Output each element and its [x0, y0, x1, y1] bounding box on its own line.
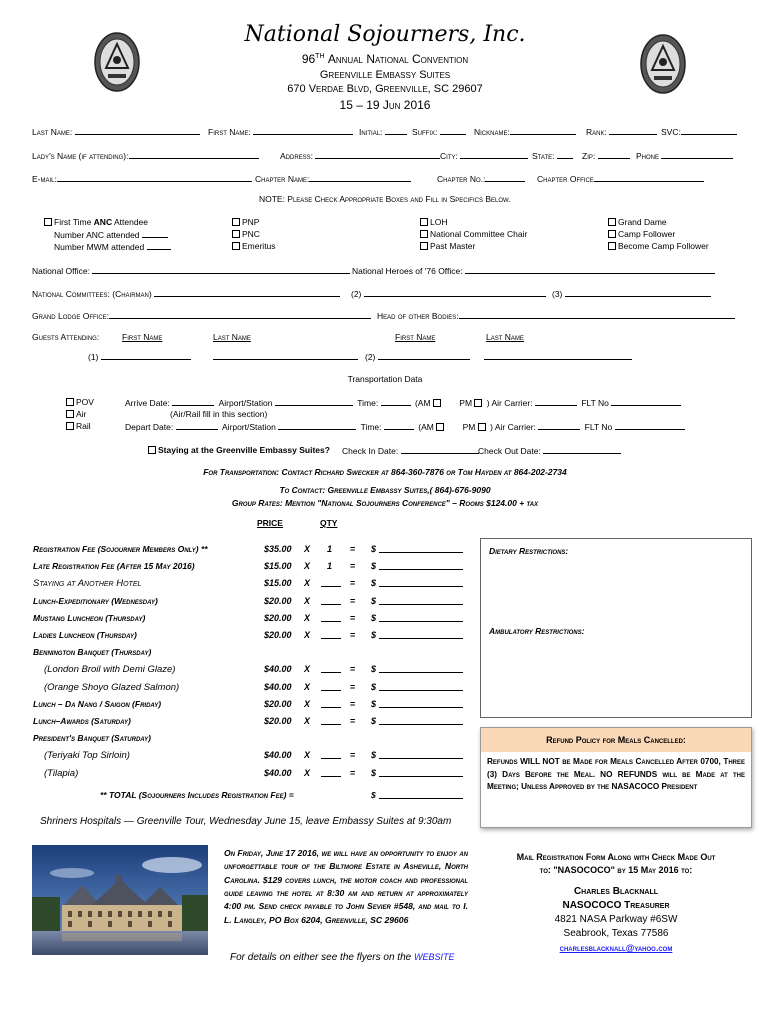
fee-price: $40.00	[264, 681, 292, 692]
fee-amount-field[interactable]	[379, 544, 463, 553]
fee-row-label: Lunch-Expeditionary (Wednesday)	[33, 595, 158, 606]
fee-times: X	[304, 698, 311, 709]
biltmore-tour-text: On Friday, June 17 2016, we will have an opportunity to enjoy an unforgettable tour of the Biltmore Estate in Asheville, North Carolina. $129 covers lunch, the motor coach and professional guide leaving the hotel at 8:30 am and return at approximately 4:00 pm. Send check payable to John Sevier #548, and mail to I. L. Langley, PO Box 6204, Greenville, SC 29606	[224, 848, 468, 925]
national-office-label: National Office:	[32, 266, 90, 276]
depart-row[interactable]: Depart Date: Airport/Station Time: (AM PM ) Air Carrier: FLT No	[125, 421, 685, 432]
city-label: City:	[440, 151, 458, 161]
zip-field[interactable]	[582, 150, 630, 161]
fee-dollar: $	[371, 561, 377, 572]
fee-dollar: $	[371, 681, 377, 692]
fee-amount-field[interactable]	[379, 768, 463, 777]
grand-lodge-label: Grand Lodge Office:	[32, 311, 110, 321]
fee-dollar: $	[371, 578, 377, 589]
fee-equals: =	[350, 767, 356, 778]
fee-qty-value: 1	[327, 544, 333, 554]
fee-row-label: (Orange Shoyo Glazed Salmon)	[44, 681, 180, 693]
guests-label: Guests Attending:	[32, 332, 100, 342]
refund-body: Refunds WILL NOT be Made for Meals Cancelled After 0700, Three (3) Days Before the Meal. NO REFUNDS will be Made at the Meeting; Unless Approved by the NASACOCO President	[487, 757, 745, 792]
guest-last-header-2: Last Name	[486, 332, 524, 342]
staying-checkbox[interactable]: Staying at the Greenville Embassy Suites?	[148, 445, 330, 455]
initial-label: Initial:	[359, 127, 383, 137]
fee-row-label: Staying at Another Hotel	[33, 578, 142, 590]
transport-contact: For Transportation: Contact Richard Swecker at 864-360-7876 or Tom Hayden at 864-202-2734	[203, 467, 567, 477]
fee-qty-field[interactable]	[321, 682, 341, 691]
chapter-office-label: Chapter Office	[537, 174, 594, 184]
fee-row-label: President's Banquet (Saturday)	[33, 733, 151, 744]
fee-dollar: $	[371, 630, 377, 640]
fee-amount-field[interactable]	[379, 613, 463, 622]
arrive-row[interactable]: Arrive Date: Airport/Station Time: (AM PM ) Air Carrier: FLT No	[125, 397, 681, 408]
number-mwm-label: Number MWM attended	[54, 242, 145, 252]
fee-amount-field[interactable]	[379, 561, 463, 570]
initial-field[interactable]	[359, 126, 407, 137]
transportation-title: Transportation Data	[347, 374, 423, 384]
treasurer-name: Charles Blacknall	[573, 886, 659, 897]
treasurer-role: NASOCOCO Treasurer	[562, 900, 670, 911]
svc-label: SVC:	[661, 127, 681, 137]
fee-row-label: (Tilapia)	[44, 767, 79, 779]
fee-qty-field[interactable]	[321, 596, 341, 605]
fee-dollar: $	[371, 595, 377, 606]
camp-follower-checkbox[interactable]: Camp Follower	[608, 229, 675, 239]
number-anc-attended[interactable]	[54, 229, 168, 240]
fee-row-label: Registration Fee (Sojourner Members Only) **	[33, 544, 208, 554]
chapter-name-field[interactable]	[255, 173, 411, 184]
guest-first-header: First Name	[122, 332, 163, 342]
committee-2-field[interactable]: (2)	[351, 288, 546, 299]
head-bodies-field[interactable]	[377, 310, 735, 321]
email-label: E-mail:	[32, 174, 57, 184]
fee-qty-field[interactable]	[321, 578, 341, 587]
fee-dollar: $	[371, 750, 377, 761]
fee-equals: =	[350, 578, 356, 589]
refund-policy-box	[480, 727, 752, 828]
convention-line	[0, 52, 770, 66]
last-name-field[interactable]	[32, 126, 200, 137]
rank-field[interactable]	[586, 126, 657, 137]
fee-qty-field[interactable]	[321, 664, 341, 673]
fee-qty-field[interactable]	[321, 750, 341, 759]
fee-price: $35.00	[264, 544, 292, 554]
email-field[interactable]	[32, 173, 252, 184]
fee-row-label: Ladies Luncheon (Thursday)	[33, 630, 137, 640]
pnp-checkbox[interactable]: PNP	[232, 217, 259, 227]
guest-1-last[interactable]	[213, 351, 358, 362]
fee-dollar: $	[371, 544, 377, 554]
number-mwm-attended[interactable]	[54, 241, 171, 252]
fee-times: X	[304, 544, 311, 554]
phone-field[interactable]	[636, 150, 733, 161]
fee-amount-field[interactable]	[379, 716, 463, 725]
fee-dollar: $	[371, 612, 377, 623]
loh-checkbox[interactable]: LOH	[420, 217, 447, 227]
address-field[interactable]	[280, 150, 440, 161]
number-anc-label: Number ANC attended	[54, 230, 140, 240]
first-name-label: First Name:	[208, 127, 251, 137]
mail-city: Seabrook, Texas 77586	[563, 928, 669, 939]
air-rail-note: (Air/Rail fill in this section)	[170, 409, 268, 419]
fee-amount-field[interactable]	[379, 682, 463, 691]
convention-sup: TH	[315, 53, 325, 60]
total-label: ** TOTAL (Sojourners Includes Registration Fee) =	[100, 790, 294, 800]
mail-line-1: Mail Registration Form Along with Check Made Out	[516, 852, 716, 862]
nickname-field[interactable]	[474, 126, 576, 137]
flyers-line	[230, 952, 455, 963]
qty-header: QTY	[320, 518, 338, 528]
guest-2-last[interactable]	[484, 351, 632, 362]
fee-times: X	[304, 681, 311, 692]
fee-amount-field[interactable]	[379, 699, 463, 708]
ladys-name-field[interactable]	[32, 150, 259, 161]
city-field[interactable]	[440, 150, 528, 161]
guest-last-header: Last Name	[213, 332, 251, 342]
ambulatory-label: Ambulatory Restrictions:	[489, 626, 585, 636]
phone-label: Phone	[636, 151, 660, 161]
suffix-field[interactable]	[412, 126, 466, 137]
fee-price: $40.00	[264, 767, 292, 778]
treasurer-email-link[interactable]: charlesblacknall@yahoo.com	[559, 943, 673, 953]
fee-qty-field[interactable]	[321, 630, 341, 639]
nickname-label: Nickname:	[474, 127, 510, 137]
national-office-field[interactable]	[32, 265, 350, 276]
fee-amount-field[interactable]	[379, 578, 463, 587]
chapter-no-field[interactable]	[437, 173, 525, 184]
suffix-label: Suffix:	[412, 127, 438, 137]
fee-price: $40.00	[264, 750, 292, 761]
price-header: PRICE	[257, 518, 283, 528]
dietary-label: Dietary Restrictions:	[489, 546, 569, 556]
fee-dollar: $	[371, 767, 377, 778]
fee-row-label: (London Broil with Demi Glaze)	[44, 664, 176, 676]
fee-equals: =	[350, 698, 356, 709]
biltmore-estate-photo	[32, 845, 208, 955]
fee-amount-field[interactable]	[379, 750, 463, 759]
fee-equals: =	[350, 561, 356, 572]
fee-row-label: Late Registration Fee (After 15 May 2016)	[33, 561, 195, 572]
rail-checkbox[interactable]: Rail	[66, 421, 91, 431]
flyers-text: For details on either see the flyers on the	[230, 952, 412, 963]
fee-row-label: (Teriyaki Top Sirloin)	[44, 750, 130, 762]
fee-amount-field[interactable]	[379, 596, 463, 605]
become-camp-follower-checkbox[interactable]: Become Camp Follower	[608, 241, 709, 251]
pov-checkbox[interactable]: POV	[66, 397, 94, 407]
zip-label: Zip:	[582, 151, 596, 161]
state-label: State:	[532, 151, 555, 161]
fee-qty-field[interactable]	[321, 699, 341, 708]
mail-street: 4821 NASA Parkway #6SW	[554, 914, 678, 925]
committees-label: National Committees: (Chairman)	[32, 289, 152, 299]
refund-title: Refund Policy for Meals Cancelled:	[481, 728, 751, 752]
first-name-field[interactable]	[208, 126, 353, 137]
past-master-checkbox[interactable]: Past Master	[420, 241, 475, 251]
last-name-label: Last Name:	[32, 127, 73, 137]
fee-row-label: Bennington Banquet (Thursday)	[33, 647, 152, 658]
grand-lodge-field[interactable]	[32, 310, 371, 321]
venue-address: 670 Verdae Blvd, Greenville, SC 29607	[287, 83, 483, 95]
guest-first-header-2: First Name	[395, 332, 436, 342]
fee-row-label: Lunch–Awards (Saturday)	[33, 716, 131, 726]
fee-price: $15.00	[264, 561, 292, 572]
emeritus-checkbox[interactable]: Emeritus	[232, 241, 276, 251]
group-rates: Group Rates: Mention "National Sojourners Conference" – Rooms $124.00 + tax	[231, 498, 539, 508]
fee-dollar: $	[371, 664, 377, 675]
fee-times: X	[304, 578, 311, 589]
rank-label: Rank:	[586, 127, 607, 137]
venue: Greenville Embassy Suites	[319, 69, 451, 81]
fee-qty-field[interactable]	[321, 768, 341, 777]
fee-qty-field[interactable]	[321, 613, 341, 622]
fee-row-label: Mustang Luncheon (Thursday)	[33, 612, 146, 623]
guest-2-row[interactable]: (2)	[365, 351, 470, 362]
pnc-checkbox[interactable]: PNC	[232, 229, 260, 239]
air-checkbox[interactable]: Air	[66, 409, 86, 419]
checkin-field[interactable]: Check In Date:	[342, 445, 479, 456]
state-field[interactable]	[532, 150, 573, 161]
website-link[interactable]: WEBSITE	[414, 952, 455, 962]
fee-price: $20.00	[264, 716, 292, 726]
fee-dollar: $	[371, 698, 377, 709]
fee-price: $15.00	[264, 578, 292, 589]
fee-equals: =	[350, 630, 356, 640]
fee-times: X	[304, 767, 311, 778]
fee-amount-field[interactable]	[379, 630, 463, 639]
committee-3-field[interactable]: (3)	[552, 288, 711, 299]
mail-line-2: to: "NASOCOCO" by 15 May 2016 to:	[539, 865, 693, 875]
fee-price: $20.00	[264, 698, 292, 709]
first-time-anc-checkbox[interactable]: First Time ANC Attendee	[44, 217, 148, 227]
fee-times: X	[304, 561, 311, 572]
guest-1-row[interactable]: (1)	[88, 351, 191, 362]
fee-equals: =	[350, 595, 356, 606]
anc-bold: ANC	[93, 217, 113, 227]
ladys-name-label: Lady's Name (if attending):	[32, 151, 129, 161]
convention-dates: 15 – 19 Jun 2016	[339, 98, 431, 112]
chapter-office-field[interactable]	[537, 173, 704, 184]
fee-price: $20.00	[264, 630, 292, 640]
head-bodies-label: Head of other Bodies:	[377, 311, 459, 321]
page-title: National Sojourners, Inc.	[244, 22, 526, 47]
fee-price: $20.00	[264, 595, 292, 606]
fee-equals: =	[350, 612, 356, 623]
fee-price: $40.00	[264, 664, 292, 675]
chapter-no-label: Chapter No.:	[437, 174, 486, 184]
fee-times: X	[304, 664, 311, 675]
fee-qty-field[interactable]	[321, 716, 341, 725]
fee-equals: =	[350, 681, 356, 692]
shriners-tour: Shriners Hospitals — Greenville Tour, Wednesday June 15, leave Embassy Suites at 9:30am	[40, 816, 452, 827]
grand-dame-checkbox[interactable]: Grand Dame	[608, 217, 667, 227]
address-label: Address:	[280, 151, 314, 161]
heroes-office-label: National Heroes of '76 Office:	[352, 266, 463, 276]
fee-price: $20.00	[264, 612, 292, 623]
fee-equals: =	[350, 750, 356, 761]
fee-dollar: $	[371, 716, 377, 726]
national-committee-chair-checkbox[interactable]: National Committee Chair	[420, 229, 527, 239]
fee-equals: =	[350, 544, 356, 554]
svc-field[interactable]	[661, 126, 737, 137]
checkbox-icon[interactable]	[44, 218, 52, 226]
total-amount-field[interactable]	[379, 790, 463, 799]
note-text: NOTE: Please Check Appropriate Boxes and Fill in Specifics Below.	[258, 194, 512, 204]
chapter-name-label: Chapter Name:	[255, 174, 310, 184]
fee-qty-value: 1	[327, 561, 333, 572]
fee-times: X	[304, 716, 311, 726]
convention-number: 96	[301, 52, 316, 66]
fee-equals: =	[350, 664, 356, 675]
checkout-field[interactable]: Check Out Date:	[478, 445, 621, 456]
fee-equals: =	[350, 716, 356, 726]
fee-times: X	[304, 595, 311, 606]
restrictions-box[interactable]	[480, 538, 752, 718]
fee-times: X	[304, 630, 311, 640]
fee-amount-field[interactable]	[379, 664, 463, 673]
committees-field[interactable]	[32, 288, 340, 299]
convention-rest: Annual National Convention	[327, 52, 469, 66]
hotel-contact: To Contact: Greenville Embassy Suites,( 864)-676-9090	[279, 485, 491, 495]
heroes-office-field[interactable]	[352, 265, 715, 276]
total-dollar: $	[371, 790, 376, 800]
fee-times: X	[304, 750, 311, 761]
fee-row-label: Lunch – Da Nang / Saigon (Friday)	[33, 698, 162, 709]
fee-times: X	[304, 612, 311, 623]
